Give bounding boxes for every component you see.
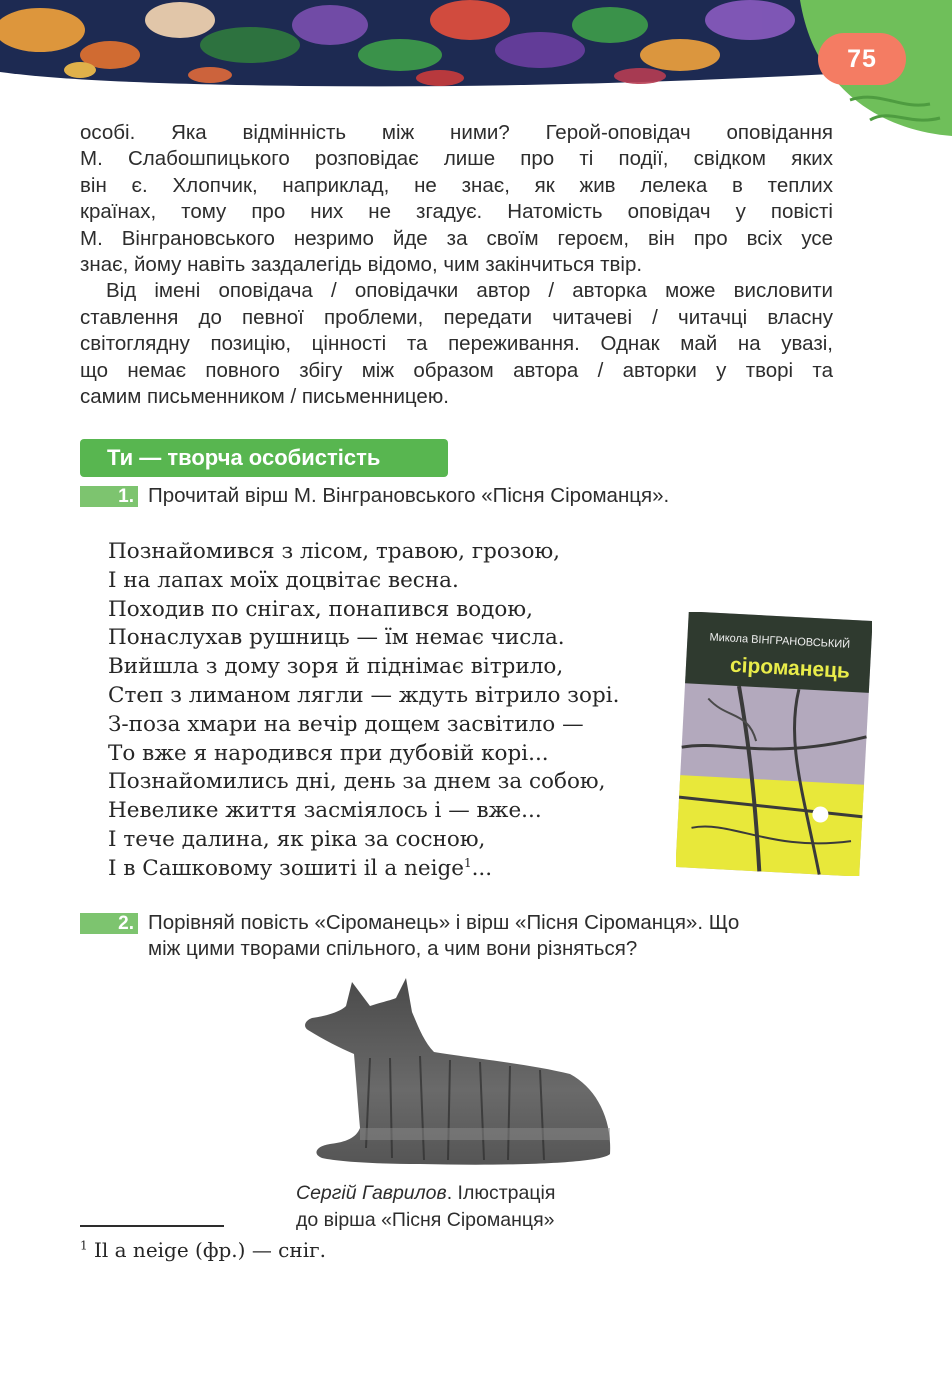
book-author: Микола ВІНГРАНОВСЬКИЙ <box>709 631 851 651</box>
poem-line: Невелике життя засміялось і — вже... <box>108 798 542 824</box>
poem-line: Степ з лиманом лягли — ждуть вітрило зорі. <box>108 682 620 708</box>
task-number: 2. <box>80 913 138 934</box>
footnote-text: Il a neige (фр.) — сніг. <box>87 1238 326 1262</box>
text-line: М. Вінграновського незримо йде за своїм героєм, він про всіх усе <box>80 226 833 250</box>
poem-line: Познайомились дні, день за днем за собою, <box>108 769 606 795</box>
text-line: країнах, тому про них не згадує. Натомість оповідач у повісті <box>80 200 833 224</box>
task-text <box>148 910 838 962</box>
text-line: світоглядну позицію, цінності та переживання. Однак май на увазі, <box>80 332 833 356</box>
poem-line: Познайомився з лісом, травою, грозою, <box>108 539 561 564</box>
caption-text: до вірша «Пісня Сіроманця» <box>296 1209 555 1231</box>
wolf-illustration <box>300 978 614 1168</box>
poem <box>108 538 619 884</box>
poem-line: І на лапах моїх доцвітає весна. <box>108 567 459 593</box>
text-line: особі. Яка відмінність між ними? Герой-оповідач оповідання <box>80 121 833 144</box>
caption-artist: Сергій Гаврилов <box>296 1182 447 1204</box>
task-text: Прочитай вірш М. Вінграновського «Пісня Сіроманця». <box>148 484 670 507</box>
text-line: знає, йому навіть заздалегідь відомо, чим закінчиться твір. <box>80 253 643 277</box>
poem-line: Понаслухав рушниць — їм немає числа. <box>108 625 565 651</box>
poem-line-last: І в Сашковому зошиті il a neige$^1$... <box>108 855 493 881</box>
task-number: 1. <box>80 486 138 507</box>
text-line: М. Слабошпицького розповідає лише про ті події, свідком яких <box>80 147 833 171</box>
poem-line: З-поза хмари на вечір дощем засвітило — <box>108 711 584 737</box>
footnote-mark: 1 <box>463 855 472 870</box>
caption-text: . Ілюстрація <box>446 1182 556 1204</box>
book-cover-image <box>676 612 872 876</box>
poem-line: То вже я народився при дубовій корі... <box>108 740 549 766</box>
book-title: сіроманець <box>729 653 851 683</box>
poem-line: І тече далина, як ріка за сосною, <box>108 826 486 852</box>
text-line: що немає повного збігу між образом автора / авторки у творі та <box>80 358 833 382</box>
text-line: він є. Хлопчик, наприклад, не знає, як жив лелека в теплих <box>80 173 833 197</box>
footnote-mark: 1 <box>80 1238 88 1253</box>
poem-line: Походив по снігах, понапився водою, <box>108 596 533 622</box>
task-text-line: між цими творами спільного, а чим вони різняться? <box>148 937 638 960</box>
text-line: ставлення до певної проблеми, передати читачеві / читачці власну <box>80 305 833 329</box>
footnote-divider <box>80 1225 224 1227</box>
text-line: Від імені оповідача / оповідачки автор / авторка може висловити <box>106 279 833 303</box>
footnote <box>80 1236 326 1264</box>
illustration-caption <box>296 1180 555 1234</box>
body-text <box>80 120 833 410</box>
page-number: 75 <box>818 33 906 85</box>
task-text-line: Порівняй повість «Сіроманець» і вірш «Пісня Сіроманця». Що <box>148 911 740 934</box>
text-line: самим письменником / письменницею. <box>80 385 449 409</box>
poem-line: Вийшла з дому зоря й піднімає вітрило, <box>108 654 564 680</box>
section-title: Ти — творча особистість <box>80 439 448 477</box>
header-floral-decoration <box>0 0 952 140</box>
